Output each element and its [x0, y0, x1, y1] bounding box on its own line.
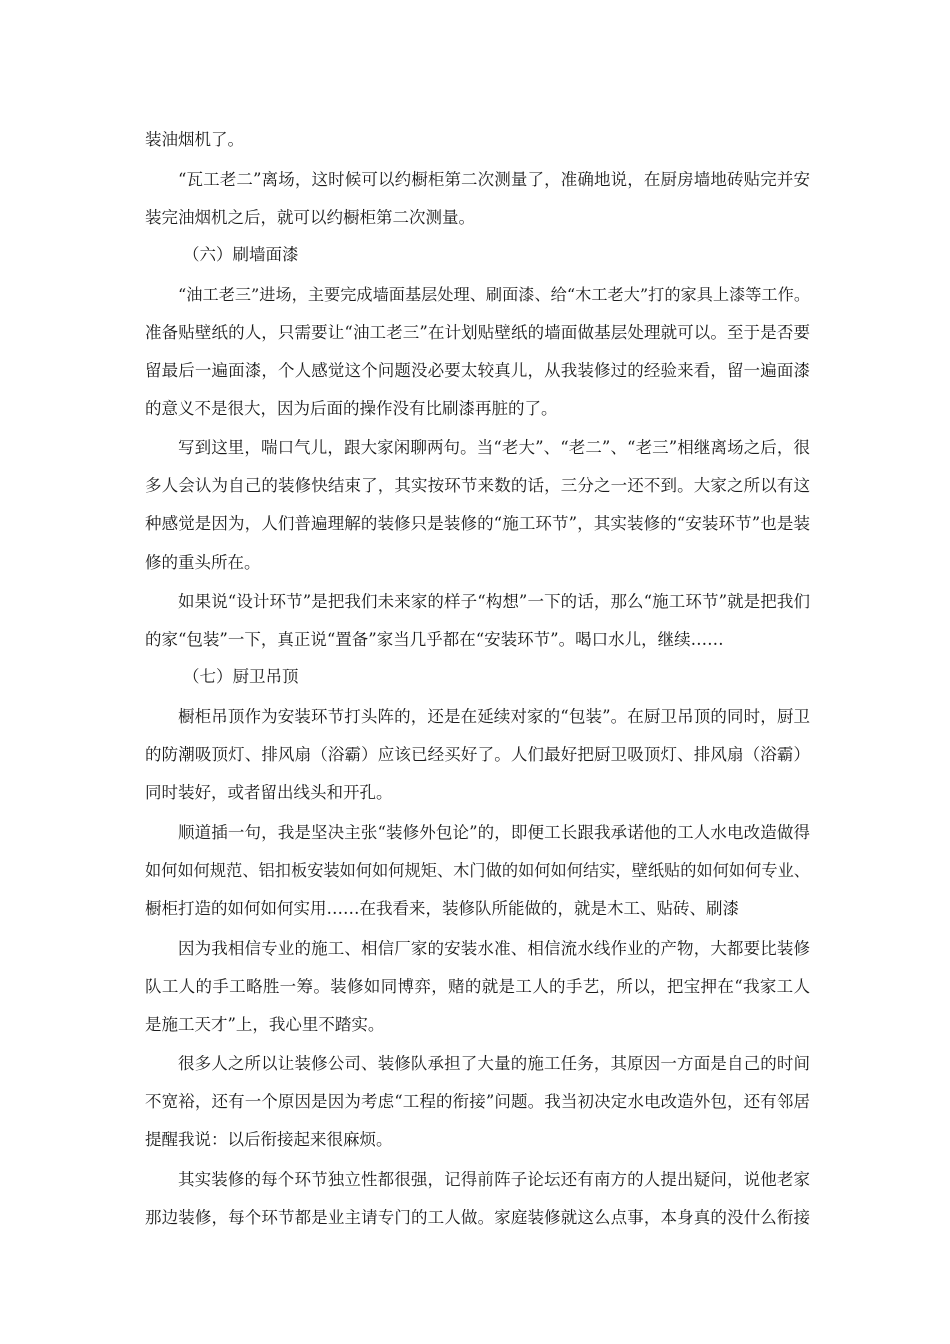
text-line: 其实装修的每个环节独立性都很强，记得前阵子论坛还有南方的人提出疑问，说他老家	[178, 1170, 810, 1189]
text-line: 的家“包装”一下，真正说“置备”家当几乎都在“安装环节”。喝口水儿，继续……	[145, 630, 724, 649]
text-line: 很多人之所以让装修公司、装修队承担了大量的施工任务，其原因一方面是自己的时间	[178, 1054, 810, 1073]
text-line: 提醒我说：以后衔接起来很麻烦。	[145, 1130, 393, 1149]
text-line: 橱柜吊顶作为安装环节打头阵的，还是在延续对家的“包装”。在厨卫吊顶的同时，厨卫	[178, 707, 810, 726]
text-line: 留最后一遍面漆，个人感觉这个问题没必要太较真儿，从我装修过的经验来看，留一遍面漆	[145, 361, 810, 380]
text-line: 是施工天才”上，我心里不踏实。	[145, 1015, 385, 1034]
text-line: “油工老三”进场，主要完成墙面基层处理、刷面漆、给“木工老大”打的家具上漆等工作。	[178, 285, 811, 304]
section-heading: （七）厨卫吊顶	[183, 667, 299, 686]
text-line: 的意义不是很大，因为后面的操作没有比刷漆再脏的了。	[145, 399, 558, 418]
text-line: 修的重头所在。	[145, 553, 261, 572]
text-line: 如何如何规范、铝扣板安装如何如何规矩、木门做的如何如何结实，壁纸贴的如何如何专业、	[145, 861, 810, 880]
text-line: 那边装修，每个环节都是业主请专门的工人做。家庭装修就这么点事，本身真的没什么衔接	[145, 1208, 810, 1227]
text-line: 准备贴壁纸的人，只需要让“油工老三”在计划贴壁纸的墙面做基层处理就可以。至于是否要	[145, 323, 810, 342]
section-heading: （六）刷墙面漆	[183, 245, 299, 264]
text-line: 同时装好，或者留出线头和开孔。	[145, 783, 393, 802]
text-line: 的防潮吸顶灯、排风扇（浴霸）应该已经买好了。人们最好把厨卫吸顶灯、排风扇（浴霸）	[145, 745, 810, 764]
text-line: 橱柜打造的如何如何实用……在我看来，装修队所能做的，就是木工、贴砖、刷漆	[145, 899, 739, 918]
text-line: 不宽裕，还有一个原因是因为考虑“工程的衔接”问题。我当初决定水电改造外包，还有邻居	[145, 1092, 810, 1111]
text-line: 种感觉是因为，人们普遍理解的装修只是装修的“施工环节”，其实装修的“安装环节”也是装	[145, 514, 810, 533]
text-line: 多人会认为自己的装修快结束了，其实按环节来数的话，三分之一还不到。大家之所以有这	[145, 476, 810, 495]
text-line: 装油烟机了。	[145, 130, 244, 149]
text-line: 因为我相信专业的施工、相信厂家的安装水准、相信流水线作业的产物，大都要比装修	[178, 939, 810, 958]
text-line: “瓦工老二”离场，这时候可以约橱柜第二次测量了，准确地说，在厨房墙地砖贴完并安	[178, 170, 810, 189]
text-line: 装完油烟机之后，就可以约橱柜第二次测量。	[145, 208, 475, 227]
text-line: 顺道插一句，我是坚决主张“装修外包论”的，即便工长跟我承诺他的工人水电改造做得	[178, 823, 810, 842]
text-line: 队工人的手工略胜一筹。装修如同博弈，赌的就是工人的手艺，所以，把宝押在“我家工人	[145, 977, 810, 996]
text-line: 如果说“设计环节”是把我们未来家的样子“构想”一下的话，那么“施工环节”就是把我们	[178, 592, 810, 611]
text-line: 写到这里，喘口气儿，跟大家闲聊两句。当“老大”、“老二”、“老三”相继离场之后，很	[178, 438, 810, 457]
